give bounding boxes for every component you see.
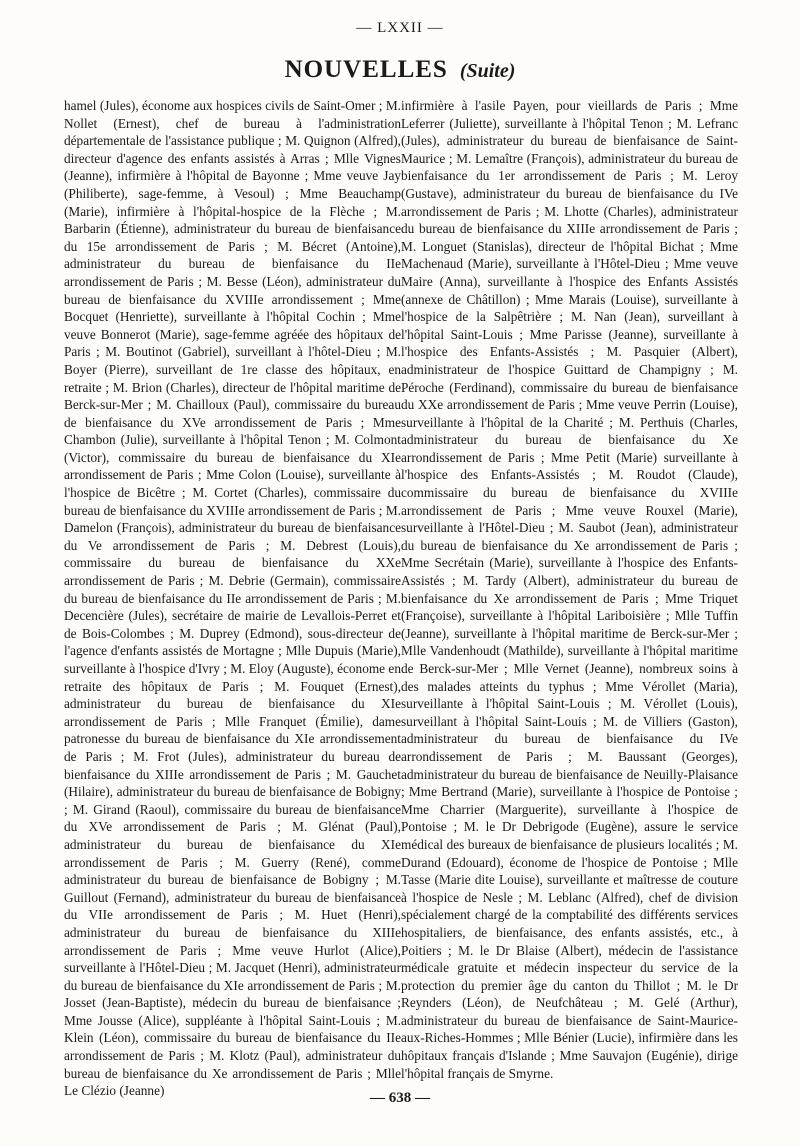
- title-suffix: (Suite): [459, 60, 516, 82]
- left-column-paragraph: hamel (Jules), économe aux hospices civils de Saint-Omer ; M. Nollet (Ernest), chef de bureau à l'administration départementale de l'assistance publique ; M. Quignon (Alfred), directeur d'agence des enfants assistés à Arras ; Mlle Vignes (Jeanne), infirmière à l'hôpital de Bayonne ; Mme veuve Jay (Philiberte), sage-femme, à Vesoul) ; Mme Beauchamp (Marie), infirmière à l'hôpital-hospice de la Flèche ; M. Barbarin (Étienne), administrateur du bureau de bienfaisance du 15e arrondissement de Paris ; M. Bécret (Antoine), administrateur du bureau de bienfaisance du IIe arrondissement de Paris ; M. Besse (Léon), administrateur du bureau de bienfaisance du XVIIIe arrondissement ; Mme Bocquet (Henriette), surveillante à l'hôpital Cochin ; Mme veuve Bonnerot (Marie), sage-femme agréée des hôpitaux de Paris ; M. Boutinot (Gabriel), surveillant à l'hôtel-Dieu ; M. Boyer (Pierre), surveillant de 1re classe des hôpitaux, en retraite ; M. Brion (Charles), directeur de l'hôpital maritime de Berck-sur-Mer ; M. Chailloux (Paul), commissaire du bureau de bienfaisance du XVe arrondissement de Paris ; Mme Chambon (Julie), surveillante à l'hôpital Tenon ; M. Colmont (Victor), commissaire du bureau de bienfaisance du XIe arrondissement de Paris ; Mme Colon (Louise), surveillante à l'hospice de Bicêtre ; M. Cortet (Charles), commissaire du bureau de bienfaisance du XVIIIe arrondissement de Paris ; M. Damelon (François), administrateur du bureau de bienfaisance du Ve arrondissement de Paris ; M. Debrest (Louis), commissaire du bureau de bienfaisance du XXe arrondissement de Paris ; M. Debrie (Germain), commissaire du bureau de bienfaisance du IIe arrondissement de Paris ; M. Decencière (Jules), secrétaire de mairie de Levallois-Perret et de Bois-Colombes ; M. Duprey (Edmond), sous-directeur de l'agence d'enfants assistés de Mortagne ; Mlle Dupuis (Marie), surveillante à l'hospice d'Ivry ; M. Eloy (Auguste), économe en retraite des hôpitaux de Paris ; M. Fouquet (Ernest), administrateur du bureau de bienfaisance du XIe arrondissement de Paris ; Mlle Franquet (Émilie), dame patronesse du bureau de bienfaisance du XIe arrondissement de Paris ; M. Frot (Jules), administrateur du bureau de bienfaisance du XIIIe arrondissement de Paris ; M. Gauchet (Hilaire), administrateur du bureau de bienfaisance de Bobigny ; M. Girand (Raoul), commissaire du bureau de bienfaisance du XVe arrondissement de Paris ; M. Glénat (Paul), administrateur du bureau de bienfaisance du XIe arrondissement de Paris ; M. Guerry (René), comme administrateur du bureau de bienfaisance de Bobigny ; M. Guillout (Fernand), administrateur du bureau de bienfaisance du VIIe arrondissement de Paris ; M. Huet (Henri), administrateur du bureau de bienfaisance du XIIIe arrondissement de Paris ; Mme veuve Hurlot (Alice), surveillante à l'Hôtel-Dieu ; M. Jacquet (Henri), administrateur du bureau de bienfaisance du XIe arrondissement de Paris ; M. Josset (Jean-Baptiste), médecin du bureau de bienfaisance ; Mme Jousse (Alice), suppléante à l'hôpital Saint-Louis ; M. Klein (Léon), commissaire du bureau de bienfaisance du IIe arrondissement de Paris ; M. Klotz (Paul), administrateur du bureau de bienfaisance du Xe arrondissement de Paris ; Mlle Le Clézio (Jeanne): [64, 98, 401, 1099]
- roman-page-number: — LXXII —: [356, 20, 444, 36]
- left-column-text: [64, 97, 401, 1100]
- right-column-text: [401, 97, 738, 1082]
- title-main: NOUVELLES: [284, 56, 448, 83]
- right-column-paragraph: infirmière à l'asile Payen, pour vieillards de Paris ; Mme Leferrer (Juliette), surveillante à l'hôpital Tenon ; M. Lefranc (Jules), administrateur du bureau de bienfaisance de Saint-Maurice ; M. Lemaître (François), administrateur du bureau de bienfaisance du 1er arrondissement de Paris ; M. Leroy (Gustave), administrateur du bureau de bienfaisance du IVe arrondissement de Paris ; M. Lhotte (Charles), administrateur du bureau de bienfaisance du XIIIe arrondissement de Paris ; M. Longuet (Stanislas), directeur de l'hôpital Bichat ; Mme Machenaud (Marie), surveillante à l'Hôtel-Dieu ; Mme veuve Maire (Anna), surveillante à l'hospice des Enfants Assistés (annexe de Châtillon) ; Mme Marais (Louise), surveillante à l'hospice de la Salpêtrière ; M. Nan (Jean), surveillant à l'hôpital Saint-Louis ; Mme Parisse (Jeanne), surveillante à l'hospice des Enfants-Assistés ; M. Pasquier (Albert), administrateur de l'hospice Guittard de Champigny ; M. Péroche (Ferdinand), commissaire du bureau de bienfaisance du XXe arrondissement de Paris ; Mme veuve Perrin (Louise), surveillante à l'hôpital de la Charité ; M. Perthuis (Charles, administrateur du bureau de bienfaisance du Xe arrondissement de Paris ; Mme Petit (Marie) surveillante à l'hospice des Enfants-Assistés ; M. Roudot (Claude), commissaire du bureau de bienfaisance du XVIIIe arrondissement de Paris ; Mme veuve Rouxel (Marie), surveillante à l'Hôtel-Dieu ; M. Saubot (Jean), administrateur du bureau de bienfaisance du Xe arrondissement de Paris ; Mme Secrétain (Marie), surveillante à l'hospice des Enfants-Assistés ; M. Tardy (Albert), administrateur du bureau de bienfaisance du Xe arrondissement de Paris ; Mme Triquet (Françoise), surveillante à l'hôpital Lariboisière ; Mlle Tuffin (Jeanne), surveillante à l'hôpital maritime de Berck-sur-Mer ; Mlle Vandenhoudt (Mathilde), surveillante à l'hôpital maritime de Berck-sur-Mer ; Mlle Vernet (Jeanne), nombreux soins à des malades atteints du typhus ; Mme Vérollet (Maria), surveillante à l'hôpital Saint-Louis ; M. Vérollet (Louis), surveillant à l'hôpital Saint-Louis ; M. de Villiers (Gaston), administrateur du bureau de bienfaisance du IVe arrondissement de Paris ; M. Baussant (Georges), administrateur du bureau de bienfaisance de Neuilly-Plaisance ; Mme Bertrand (Marie), surveillante à l'hospice de Pontoise ; Mme Charrier (Marguerite), surveillante à l'hospice de Pontoise ; M. le Dr Debrigode (Eugène), assure le service médical des bureaux de bienfaisance de plusieurs localités ; M. Durand (Edouard), économe de l'hospice de Pontoise ; Mlle Tasse (Marie dite Louise), surveillante et maîtresse de couture à l'hospice de Nesle ; M. Leblanc (Alfred), chef de division spécialement chargé de la comptabilité des différents services hospitaliers, de bienfaisance, des enfants assistés, etc., à Poitiers ; M. le Dr Blaise (Albert), médecin de l'assistance médicale gratuite et médecin inspecteur du service de la protection du premier âge du canton du Thillot ; M. le Dr Reynders (Léon), de Neufchâteau ; M. Gelé (Arthur), administrateur du bureau de bienfaisance de Saint-Maurice-aux-Riches-Hommes ; Mlle Bénier (Lucie), infirmière dans les hôpitaux français d'Islande ; Mme Sauvajon (Eugénie), dirige l'hôpital français de Smyrne.: [401, 98, 738, 1081]
- page-number: — 638 —: [370, 1090, 430, 1106]
- section-title: [0, 56, 800, 84]
